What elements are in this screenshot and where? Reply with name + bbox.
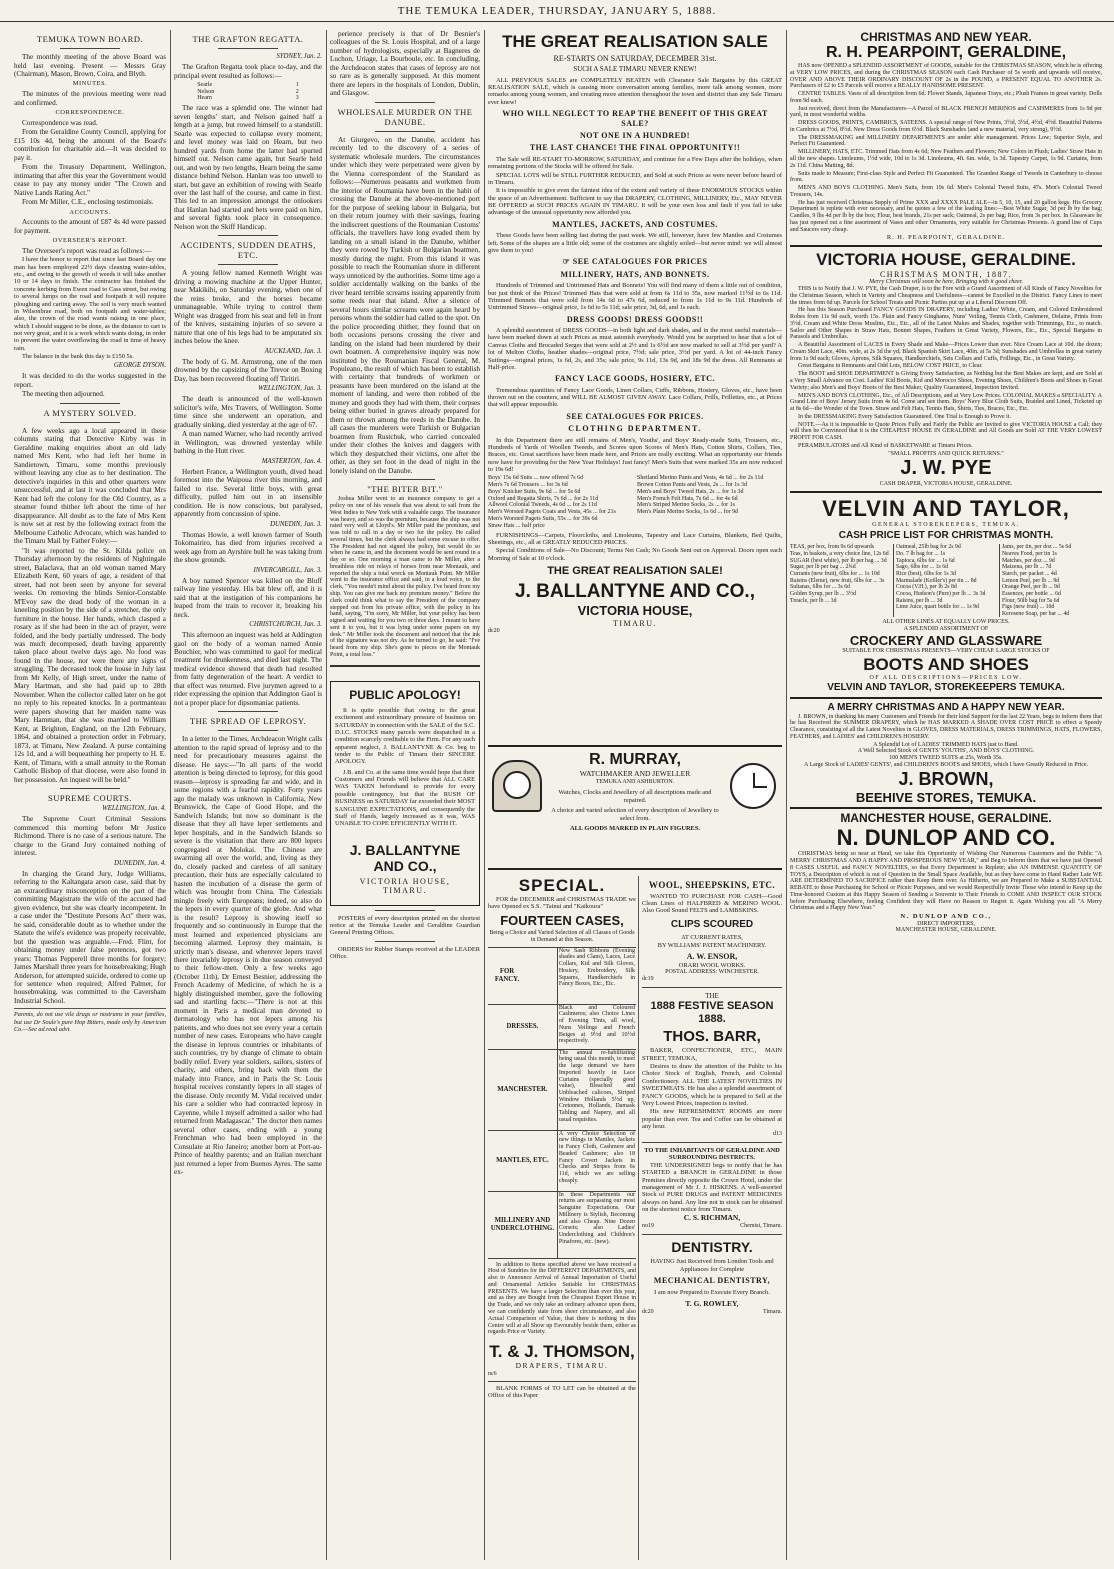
ad-text: J. BROWN, in thanking his many Customers and Friends for their kind Support for the last 22 Years, begs to inform them that he has Received the SUMMER DRAPERY, which he HAS MARKED A SHADE OVER COST PRICE to effect a Speedy Clearance, consisting of all the Latest Novelties in GLOVES, DRESS MATERIALS, DRESS TRIMMINGS, HATS, FLOWERS, FEATHERS, and LADIES' and CHILDREN'S HOSIERY. [790,713,1102,740]
dateline: DUNEDIN, Jan. 4. [114,859,166,867]
ad-text: Suits made to Measure; First-class Style and Perfect Fit Guaranteed. The Grandest Range of Tweeds in Canterbury to choose from. [790,170,1102,184]
ad-text: ALL PREVIOUS SALES are COMPLETELY BEATEN with Clearance Sale Bargains by this GREAT REALISATION SALE, which is causing more conversation among families, more talk among women, more remarks among young women, and creating more attention throughout the town and district than any Sale Timaru ever knew! [488,76,782,106]
biter-title: "THE BITER BIT." [367,484,443,495]
list-item: Raisins (Eleme), new fruit, 6lbs for ... 3s [790,577,885,584]
column-2 [174,30,322,1560]
ad-text: He has this Season Purchased FANCY GOODS IN DRAPERY, including Ladies' White, Cream, and Colored Embroidered Robes from 11s 9d each, worth 15s. Plain and Fancy Ginghams, Nuns' Veiling, Tennis Cloth, Cashmere, Delaine, Prints from 3½d. Cream and White Dress Muslins, Etc., Etc., all of the Latest Makes and Shades, together with Trimmings, Etc., to match. Sailor and Other Shapes in Straw Hats, Bonnet Shapes, Feathers in Great Variety, Flowers, Etc., Etc., Special Bargains in Parasols and Umbrellas. [790,307,1102,341]
pocket-watch-icon [724,763,782,809]
brown-name: J. BROWN, [898,768,994,789]
sale-subtitle: RE-STARTS ON SATURDAY, DECEMBER 31st. [553,54,717,64]
brown-title: A MERRY CHRISTMAS AND A HAPPY NEW YEAR. [827,701,1065,713]
pointing-hand-icon: ☞ [562,257,573,267]
pye-subtitle: CASH DRAPER, VICTORIA HOUSE, GERALDINE. [879,480,1013,487]
list-item: Starch, per packet ... 4d [1002,570,1057,577]
article-text: A man named Warner, who had recently arrived in Wellington, was drowned yesterday while bathing in the Hutt river. [174,430,322,456]
clothing-price-list [488,475,782,529]
ad-text: A Splendid Lot of LADIES' TRIMMED HATS just to Hand. [873,741,1019,748]
article-text: Herbert France, a Wellington youth, dived head foremost into the Waipoua river this morning, and failed to rise. Several little boys, with great difficulty, pulled him out in an insensible condition. He is now conscious, but paralysed, apparently from concussion of spine. [174,467,322,519]
sale-title: THE GREAT REALISATION SALE [502,32,768,51]
department-text: New Sash Ribbons (Evening shades and Clans), Laces, Lace Collars, Kid and Silk Gloves, Hosiery, Embroidery, Silk Squares, Handkerchiefs in Fancy Boxes, Etc., Etc. [557,947,636,1004]
list-item: Orange Peel, per lb ... 9d [1002,584,1060,591]
article-text: Accounts to the amount of £87 4s 4d were passed for payment. [14,218,166,235]
richman-title: TO THE INHABITANTS OF GERALDINE AND SURROUNDING DISTRICTS. [644,1147,780,1162]
ad-text: A SPLENDID ASSORTMENT OF [903,626,989,633]
sale-advert [488,30,782,740]
ad-text: NOTE.—As it is impossible to Quote Prices Fully and Fairly the Public are Invited to give VICTORIA HOUSE a Call; they will then be Convinced that it is the CHEAPEST HOUSE IN GERALDINE and All Goods are Sold AT THE VERY LOWEST PROFIT FOR CASH. [790,421,1102,442]
thomson-name: T. & J. THOMSON, [489,1342,635,1362]
list-item: Boys' Knicker Suits, 9s 6d ... for 5s 6d [488,488,581,495]
ad-text: ALL GOODS MARKED IN PLAIN FIGURES. [570,824,700,832]
barr-pre: THE [705,991,719,1000]
ad-text: Special Conditions of Sale—No Discount; Terms Net Cash; No Goods Sent out on Approval. Doors open each Morning of Sale at 10 o'clock. [488,547,782,562]
list-item: Currants (new fruit), 6lbs for ... 1s 10d [790,570,880,577]
ad-text: MILLINERY, HATS, ETC. Trimmed Hats from 4s 6d; New Feathers and Flowers; New Colors in Plush; Ladies' Straw Hats in all the new shapes. Linoleums, 1½d wide, 10d to 1s 3d. Linoleums, 4ft. 6in. wide, 1s 3d. Tapestry Carpet, 1s 9d. Curtains, from 2s 11d. China Matting, 8d. [790,149,1102,169]
richman-footer [642,1223,782,1230]
list-item: Boys' 15s 6d Suits ... now offered 7s 6d [488,475,584,482]
dateline: CHRISTCHURCH, Jan. 3. [249,621,322,628]
price-list-col [999,544,1102,617]
pye-name: J. W. PYE [900,457,992,480]
dateline: DUNEDIN, Jan. 3. [270,520,322,528]
list-item: Shetland Merino Pants and Vests, 4s 6d ... for 2s 11d [637,475,764,482]
dunlop-address: MANCHESTER HOUSE, GERALDINE. [895,927,997,934]
ad-text: Great Bargains in Remnants and Odd Lots, BELOW COST PRICE, to Clear. [798,363,983,370]
list-item: Essences, per bottle ... 6d [1002,590,1061,597]
ad-text: MEN'S AND BOYS CLOTHING, Etc., of All Descriptions, and at Very Low Prices. COLONIAL MAKES a SPECIALITY. A Grand Line of Boys' Jersey Suits from 4s 6d. Come and see them. Boys' Navy Blue Cloth Suits, Braided and Lined, Ticketed up at 8s 6d—the Wonder of the Town. Straw and Felt Hats, Tennis Hats, Shirts, Ties, Braces, Etc., Etc. [790,392,1102,413]
list-item: Men's Worsted Pagets Coats and Vests, 45s ... for 21s [488,509,616,516]
list-item: Rice (best), 6lbs for 1s 3d [896,570,956,577]
ad-text: SUITABLE FOR CHRISTMAS PRESENTS—VERY CHEAP. LARGE STOCKS OF [842,648,1050,655]
sale-subtitle-2: SUCH A SALE TIMARU NEVER KNEW! [573,65,697,74]
rower-place: 3 [295,95,299,102]
sale-firm: J. BALLANTYNE AND CO., [515,580,755,602]
rower-place: 1 [295,82,299,88]
board-title: TEMUKA TOWN BOARD. [36,34,144,44]
sale-house: VICTORIA HOUSE, [577,603,693,619]
list-item: TEAS, per box, from 9s 6d upwards [790,544,875,551]
ad-text: BY WILLIAMS' PATENT MACHINERY. [657,941,767,949]
dentist-town: Timaru. [763,1308,782,1315]
article-text: The monthly meeting of the above Board was held last evening. Present — Messrs Gray (Chairman), Mason, Brown, Coira, and Blyth. [14,53,166,78]
article-text: Correspondence was read. [22,118,98,127]
dateline: MASTERTON, Jan. 4. [261,457,322,465]
ad-text: BAKER, CONFECTIONER, ETC., MAIN STREET, TEMUKA, [642,1047,782,1062]
ad-text: DRESS GOODS, PRINTS, CAMBRICS, SATEENS. A special range of New Prints, 3½d, 3½d, 4½d, 4½d. Beautiful Patterns in Cambrics at 7½d, 8½d. New Dress Goods from 6½d. Black Sunshades (and a new material, very strong), 9½d. [790,120,1102,133]
list-item: Flour, 50lb bag for 5s 6d [1002,597,1060,604]
murray-advert [488,745,782,870]
victoria-rhyme: Merry Christmas will soon be here, Bringing with it good cheer. [869,279,1023,286]
footnote: Parents, do not use vile drugs or nostrums in your families, but use Dr Soule's pure Hop Bitters, made only by American Co.—See ad.read advt. [14,1008,166,1033]
ad-text: Being a Choice and Varied Selection of all Classes of Goods in Demand at this Season. [489,930,635,943]
ad-text: OF ALL DESCRIPTIONS—PRICES LOW. [869,675,1023,682]
table-row [196,82,300,89]
article-text: The body of G. M. Armstrong, one of the men drowned by the capsizing of the Trevor on Boxing Day, has been recovered floating off Tiritiri. [174,357,322,383]
price-list-right [637,475,782,529]
ad-code: dc20 [642,1308,654,1315]
dateline: WELLINGTON, Jan. 3. [258,385,322,393]
article-text: In charging the Grand Jury, Judge Williams, referring to the Kaltangata arson case, said that by an extraordinary misconception on the part of the committing Magistrate the wife of the accused had given evidence, but she was clearly incompetent. In a case under the "Destitute Persons Act" there was, he said, considerable doubt as to whether under the Statute the wife's evidence was properly receivable, but the question was arguable.—Fred. Flint, for obtaining money under false pretences, got two years; Thomas Pepperell three months for forgery; James Marshall three years for housebreaking; Hugh Anderson, for attempted suicide, ordered to come up for sentence when required; Alfred Palmer, for housebreaking, was committed to the Caversham Industrial School. [14,869,166,1005]
list-item: Do. 7 lb bag for ... 1s [896,550,946,557]
dentist-name: T. G. ROWLEY, [685,1299,739,1308]
ad-text: In this Department there are still remains of Men's, Youths', and Boys' Ready-made Suits, Trousers, etc., Hundreds of Yards of Woollen Tweeds, and Scores upon Scores of Men's Hats, Cotton Shirts, Collars, Ties, Braces, etc. Great sacrifices have been made here, and Prices are really exciting. What an opportunity our friends now have for providing for the New Year Holidays! Just fancy! Men's Suits that were marked 35s are now reduced to 19s 6d! [488,436,782,474]
ad-code: nc6 [488,1370,497,1377]
list-item: SUGAR (best white), per lb per bag ... 3d [790,557,887,564]
sale-closing: THE GREAT REALISATION SALE! [547,564,723,577]
list-item: Jams, per tin, per doz ... 5s 6d [1002,544,1072,551]
pearpoint-signature: R. H. PEARPOINT, GERALDINE. [886,234,1006,242]
article-text: The meeting then adjourned. [22,390,105,399]
section-heading: ACCOUNTS. [69,208,111,216]
ad-keyline-text: SEE CATALOGUES FOR PRICES [572,257,708,267]
sale-town: TIMARU. [612,618,658,628]
list-item: Men's 7s 6d Trousers ... for 3s 6d [488,482,568,489]
list-item: Neaves Food, per tin 1s [1002,550,1057,557]
list-item: Sugar, per lb per bag ... 2¾d [790,564,856,571]
ad-text: MEN'S AND BOYS CLOTHING. Men's Suits, from 19s 6d. Men's Colonial Tweed Suits, 47s. Men's Colonial Tweed Trousers, 14s. [790,185,1102,198]
article-text: A young fellow named Kenneth Wright was driving a mowing machine at the Upper Hunter, near Makikihi, on Saturday evening, when one of the reins broke, and the horses became unmanageable. While trying to control them Wright was dragged from his seat and fell in front of the knives, sustaining injuries of so severe a nature that one of his legs had to be amputated six inches below the knee. [174,269,322,346]
ad-text: In the DRESSMAKING Every Satisfaction Guaranteed. One Trial is Enough to Prove it. [798,413,1011,420]
manchester-house: MANCHESTER HOUSE, GERALDINE. [840,811,1052,826]
department-label: MANCHESTER. [497,1085,548,1093]
article-text: From Mr Miller, C.E., enclosing testimonials. [22,198,154,207]
wool-address: POSTAL ADDRESS: WINCHESTER. [665,969,759,975]
ad-text: Tremendous quantities of Fancy Lace Goods, Linen Collars, Cuffs, Ribbons, Hosiery, Gloves, etc., have been thrown out on the counters, and WILL BE ALMOST GIVEN AWAY. Lace Collars, Frills, Frillettes, etc., at Prices that will appear impossible. [488,386,782,409]
article-text: The race was a splendid one. The winner had seven lengths' start, and Nelson gained half a length at a jump, but rowed himself to a standstill. Searle was expected to collapse every moment, and level money was laid on Hearn, but two hundred yards from home the latter had spurted himself out. Nelson came again, but Searle held out, and won by two lengths, Hearn being the same distance behind Nelson. Hanlan was too unwell to start, but gave an exhibition of rowing with Searle over the last half of the course, and came in first. This led to an impression amongst the onlookers that Hanlan had started and bets were paid on him, and several fights took place in consequence. Nelson won the Skiff Handicap. [174,104,322,231]
thomson-place: DRAPERS, TIMARU. [515,1361,609,1371]
list-item: Raisins, per lb ... 3d [896,597,943,604]
list-item: Men's French Felt Hats, 7s 6d ... for 4s 6d [637,495,738,502]
posters-notice: POSTERS of every description printed on the shortest notice at the Temuka Leader and Geraldine Guardian General Printing Offices. [330,914,480,937]
ad-code: no19 [642,1223,654,1230]
table-row [196,89,300,96]
department-label: DRESSES. [506,1022,539,1030]
table-row [488,1130,636,1191]
ad-text: The Sale will RE-START TO-MORROW, SATURDAY, and continue for a Few Days after the holidays, when remaining portions of the Stocks will be offered for Sale. [488,155,782,171]
velvin-price-list [790,544,1102,617]
article-text: The Grafton Regatta took place to-day, and the principal event resulted as follows:— [174,63,322,80]
ad-text: WANTED TO PURCHASE FOR CASH—Good Clean Lines of HALFBRED & MERINO WOOL. Also Good Sound FELTS and LAMBSKINS. [642,892,782,915]
special-advert [488,876,636,1566]
table-row [488,1004,636,1049]
section-heading: CORRESPONDENCE. [55,109,125,117]
wool-title: WOOL, SHEEPSKINS, ETC. [648,880,776,890]
victoria-title: VICTORIA HOUSE, GERALDINE. [816,249,1076,269]
rower-name: Hearn [197,95,212,102]
column-1 [14,30,166,1560]
table-row [488,1049,636,1130]
velvin-signature: VELVIN AND TAYLOR, STOREKEEPERS TEMUKA. [827,681,1065,693]
list-item: Sultanas, 6lbs for ... 3s 6d [790,584,851,591]
dentistry-keyline: MECHANICAL DENTISTRY, [653,1276,771,1286]
ad-code: d13 [773,1131,782,1138]
rower-name: Searle [197,82,213,88]
ad-keyline: SEE CATALOGUES FOR PRICES. [566,411,704,421]
dateline: SYDNEY, Jan. 2. [276,53,322,61]
article-text: The death is announced of the well-known solicitor's wife, Mrs Travers, of Wellington. Some time since she underwent an operation, and gradually sinking, died yesterday at the age of 67. [174,395,322,429]
list-item: Sago, 6lbs for ... 1s 6d [896,564,949,571]
special-keyline: FOURTEEN CASES, [500,912,624,928]
wool-name: A. W. ENSOR, [686,952,738,962]
list-item: Men's and Boys' Tweed Hats, 2s ... for 1s 3d [637,488,744,495]
section-heading: MINUTES. [72,80,108,88]
ad-text: A Beautiful Assortment of LACES in Every Shade and Make—Prices Lower than ever. Nice Cream Lace at 10d. the dozen; Cream Skirt Lace, 40in. wide, at 2s 3d the yd; Black Spanish Skirt Lace, 40in. at 5s 3d; Sunshades and Umbrellas in great variety from 1s 9d each; Gloves, Aprons, Silk Squares, Handkerchiefs, Sets Collars and Cuffs, Frillings, Etc., in Great Variety. [790,342,1102,362]
ad-code: dc19 [642,975,654,982]
table-row [488,947,636,1004]
accidents-title: ACCIDENTS, SUDDEN DEATHS, ETC. [180,240,316,261]
ad-text: ALL OTHER LINES AT EQUALLY LOW PRICES. [882,619,1010,626]
masthead: THE TEMUKA LEADER, THURSDAY, JANUARY 5, 1888. [0,0,1114,22]
murray-name: R. MURRAY, [589,751,681,768]
richman-name: C. S. RICHMAN, [683,1213,741,1223]
article-text: In a letter to the Times, Archdeacon Wright calls attention to the rapid spread of leprosy and to the need for precautionary measures against the disease. He says:—"In all parts of the world attention is being directed to leprosy, for this good reason—leprosy is spreading far and wide, and in some regions with a fearful rapidity. Forty years ago the malady was unknown in California, New Brunswick, the Cape of Good Hope, and the Sandwich Islands; but now so dominant is the disease that they all have leper settlements and leper hospitals, and in the Sandwich Islands so severe is the visitation that there are 800 lepers congregated at Molokai. The Chinese are swarming all over the world, and, living as they do, closely packed and careless of all sanitary precaution, their huts are especially calculated to hasten the incubation of a disease the germ of which was brought from China. The Celestials mingle freely with Europeans; indeed, so also do the lepers in every quarter of the globe. And what is the result? Leprosy is showing itself so frequently and so continuously in Europe that the most learned and experienced physicians are becoming alarmed. Leprosy they maintain, is strictly man's disease, and wherever lepers travel there invariably leprosy is in due season conveyed to their fellow-men. Only a few weeks ago (October 11th), Dr Ernest Besnier, addressing the French Academy of Medicine, of which he is a highly distinguished member, gave the following sad and startling facts:—"There is not at this moment in Paris a medical man devoted to dermatology who has not lepers among his patients, and who does not see every year a certain number of new cases. Europeans who have caught the disease in leprous countries or inhabitants of such countries, try by change of climate to obtain bodily relief. Every year soldiers, sailors, sisters of charity, and others, bring back with them the malady into France, and in Paris the St. Louis hospital receives constantly lepers in all stages of the disease. Only recently M. Vidal received under his care a soldier who had contracted leprosy in Cayenne, while I myself admitted a sailor who had returned from Madagascar." The doctor then names several other cases, ending with a young Frenchman who had been employed in the Consulate at Rio Janeiro; another born at Port-au-Prince of healthy parents; and an Italian merchant just returned a leper from Buenos Ayres. The same ex- [174,735,322,1177]
table-row [488,1191,636,1258]
murray-place: TEMUKA AND ASHBURTON. [595,778,675,785]
article-text: This afternoon an inquest was held at Addington gaol on the body of a woman named Annie Bouchier, who was committed to gaol for medical treatment for drunkenness, and died last night. The medical evidence showed that death had resulted from fatty degeneration of the heart. A verdict to that effect was returned. Five jurymen agreed to a rider expressing the opinion that Addington Gaol is not a proper place for dipsomaniac patients. [174,631,322,707]
ad-text: A Large Stock of LADIES' GENTS', and CHILDREN'S BOOTS and SHOES, which I have Greatly Reduced in Price. [803,761,1089,768]
murder-title: WHOLESALE MURDER ON THE DANUBE. [337,106,473,127]
article-text: The Supreme Court Criminal Sessions commenced this morning before Mr Justice Richmond. There is no case of a serious nature. The charge to the Grand Jury contained nothing of interest. [14,815,166,858]
ad-text: It is impossible to give even the faintest idea of the extent and variety of these ENORMOUS STOCKS within the space of an Advertisement. Sufficient to say that DRAPERY, CLOTHING, MILLINERY, Etc., MAY NEVER BE OFFERED at SUCH PRICES AGAIN IN TIMARU. It will be your own loss and fault if you fail to take advantage of the unusual opportunity now afforded you. [488,187,782,217]
department-label: FOR FANCY. [494,968,520,983]
special-departments [488,947,636,1259]
list-item: Straw Hats ... half price [488,522,545,529]
mystery-title: A MYSTERY SOLVED. [43,407,137,418]
ad-text: CENTRE TABLES. Vases of all description from 6d. Flower Stands, Japanese Trays, etc.; Plush Frames in great variety. Dolls from 9d each. [790,91,1102,104]
ad-keyline [488,257,782,266]
victoria-subtitle: CHRISTMAS MONTH, 1887. [879,269,1013,279]
velvin-boots: BOOTS AND SHOES [863,655,1029,675]
ad-text: CHRISTMAS being so near at Hand, we take this Opportunity of Wishing Our Numerous Customers and the Public "A MERRY CHRISTMAS AND A HAPPY AND PROSPEROUS NEW YEAR," and Beg to Inform them that we have just Opened 8 CASES USEFUL and FANCY NOVELTIES, so that Every Department is Replete; also AN IMMENSE QUANTITY OF TOYS, a Description of which is out of Question in the Small Space Available, but as they have come to Hand Rather Late WE ARE DETERMINED TO SACRIFICE rather than Keep them over. As Hitherto, we are Prepared to Make a SUBSTANTIAL REBATE to those Purchasing for School or Picnic Purposes, and we would Respectfully Invite Those who intend to Keep up the Time-honored Custom at this Happy Season of Sending a Souvenir to Their Friends to COME AND INSPECT OUR STOCK before Purchasing Elsewhere, feeling Confident they will Have no Reason to Regret it. Again Wishing you all "A Merry Christmas and a Happy New Year." [790,851,1102,912]
price-list-col [790,544,890,617]
ad-text: The BOOT and SHOE DEPARTMENT is Giving Every Satisfaction, as Nothing but the Best Makes are kept, and are Sold at a Very Small Advance on Cost. Ladies' Kid Boots, Kid and Morocco Shoes, Evening Shoes, Children's Boots and Shoes in Great Variety; also Men's and Boys' Boots of the Best Maker, Quality Guaranteed, Inspection Invited. [790,371,1102,391]
list-item: Oxford and Regatta Shirts, 7s 6d ... for 2s 11d [488,495,599,502]
article-text: At Giurgevo, on the Danube, accident has recently led to the discovery of a series of systematic wholesale murders. The circumstances under which they were perpetrated were given by the Vienna correspondent of the Standard as follows:—Numerous peasants and workmen from the interior of Roumania have been in the habit of crossing the Danube at the above-mentioned port for the purpose of seeking labour in Bulgaria, but on their return journey with their savings, fearing the indiscreet questions of the Roumanian Customs' officials, the travellers have long evaded them by landing on a small island in the Danube, whither they were rowed by Turkish or Bulgarian boatmen, mostly during the night. From this island it was possible to reach the Roumanian shore in different ways unnoticed by the authorities. Some time ago a soldier accidentally walking on the banks of the river heard terrible screams issuing apparently from some reeds near that island. After a silence of several hours similar screams were again heard by persons whom the soldier had called to the spot. On the police proceeding thither, they found that on both occasions persons crossing the river and landing on the island had been murdered by their own boatmen. A comprehensive inquiry was now instituted by the Roumanian Fiscal General, M. Populeano, the result of which has been to establish with certainty that hundreds of workmen or peasants have been murdered on the island at the moment of landing, and were then robbed of the money and goods they had with them, their corpses being either buried in graves already prepared for them or thrown among the reeds in the Danube. In all cases the murderers were Turkish or Bulgarian boatmen from Rustchuk, who carried concealed under their clothes the knives and daggers with which they despatched their victims, one after the other, as they set foot in the dead of night in the lonely island on the Danube. [330,135,480,475]
ad-keyline: FANCY LACE GOODS, HOSIERY, ETC. [554,374,716,384]
apology-firm: J. BALLANTYNE AND CO., [349,841,461,874]
department-label: MILLINERY AND UNDERCLOTHING. [490,1217,555,1232]
orders-notice: ORDERS for Rubber Stamps received at the LEADER Office. [330,945,480,961]
velvin-name: VELVIN AND TAYLOR, [822,495,1070,521]
ad-text: A Well Selected Stock of GENTS' YOUTHS', AND BOYS' CLOTHING. [857,748,1035,755]
leprosy-title: THE SPREAD OF LEPROSY. [189,716,307,727]
department-text: Black and Coloured Cashmeres; also Choice Lines of Evening Tints, all wool, Nuns Veilings and French Beiges at 9½d and 10½d respectively. [557,1004,636,1049]
list-item: Teas, in baskets, a very choice line, 12s 6d [790,550,889,557]
table-row [196,95,300,102]
rower-name: Nelson [197,88,215,95]
rower-place: 2 [295,88,299,95]
department-text: A very Choice Selection of new things in Mantles, Jackets in Fancy Cloth, Cashmere and Beaded Cashmere; also 18 Fancy Covert Jackets in Checks and Stripes from 6s 11d, which we are selling cheaply. [557,1130,636,1191]
list-item: Maizena, per lb ... 7d [1002,564,1052,571]
dentist-footer [642,1309,782,1316]
apology-title: PUBLIC APOLOGY! [349,687,461,702]
article-text: The Overseer's report was read as follows:— [22,246,152,255]
list-item: Oatmeal, 25lb bag for 2s 9d [896,544,961,551]
article-text: It was decided to do the works suggested in the report. [14,372,166,389]
ad-text: HAS now OPENED a SPLENDID ASSORTMENT of GOODS, suitable for the CHRISTMAS SEASON, which he is offering at VERY LOW PRICES, and during the CHRISTMAS SEASON each Cash Purchaser of 5s worth and upwards will receive, OVER AND ABOVE THEIR ORDINARY DISCOUNT OF 2s in the POUND, a PRESENT EQUAL TO ANOTHER 2s. Purchasers of £2 to £5 Parcels will receive a REALLY HANDSOME PRESENT. [790,63,1102,90]
department-text: The annual re-habilitating being usual this month, to meet the large demand we have Imported heavily in Lace Curtains (specially good value), Bleached and Unbleached calicoes, Striped Window Hollands 5½d up, Cretonnes, Hollands, Damask Tabling and Napery, and all usual requisites. [557,1049,636,1130]
velvin-subtitle: GENERAL STOREKEEPERS, TEMUKA. [872,521,1020,528]
column-6 [790,30,1102,1560]
ad-text: FURNISHINGS—Carpets, Floorcloths, and Linoleums, Tapestry and Lace Curtains, Blankets, Bed Quilts, Sheetings, etc., all at GREATLY REDUCED PRICES. [488,531,782,546]
article-text: A boy named Spencer was killed on the Bluff railway line yesterday. His bat blew off, and it is said that at the instigation of his companions he leaped from the train to recover it, breaking his neck. [174,576,322,619]
dunlop-signature: N. DUNLOP AND CO., [900,913,992,921]
ad-text: In addition to Items specified above we have received a Host of Sundries for the DIFFERENT DEPARTMENTS, and also to Announce Arrival of Annual Importation of Useful and Ornamental Articles Suitable for CHRISTMAS PRESENTS. We have a larger Selection than ever this year, and as they are Bought from the Cheapest Export House in the Trade, and we only take an ordinary advance upon them, we can confidently state from sheer circumstance, and also Actual Comparison of Value, that there is nothing in this Centre will at all Show up Favourably beside them, either as regards Price or Variety. [488,1261,636,1336]
column-5 [642,876,782,1566]
ad-keyline: MANTLES, JACKETS, AND COSTUMES. [552,219,718,229]
ad-text: Hundreds of Trimmed and Untrimmed Hats and Bonnets! You will find many of them a little out of condition, but just think of the Prices! Trimmed Hats that were sold at from 6s 11d to 35s, now marked 11½d to 6s 11d. Trimmed Bonnets that were sold from 14s 6d to 47s 6d, reduced to from 1s 11d to 9s 11d. Hundreds of Untrimmed Straws—original price, 1s 6d to 5s 11d; sale price, 3d, 6d, and 1s each. [488,282,782,312]
dunlop-subtitle: DIRECT IMPORTERS, [917,920,975,927]
list-item: Allwool Colonial Tweeds, 4s 6d ... for 2s 11d [488,502,597,509]
article-text: Joshua Miller went to an insurance company to get a policy on one of his vessels that was about to sail from the West Indies to New York with a valuable cargo. The insurance was heavy, and so was the premium, because the ship was not rated very well at Lloyd's. Mr Miller paid the premium, and was told to call in a day or two for the policy. He called several times, but the clerk always had some excuse to offer. The President had not signed the policy, but would do so when he came in, and the document would be sent round in a day or so. One morning a man came to Mr Miller, after a breathless ride on relays of horses from near Montauk, and reported the ship a total wreck on Montauk Point. Mr Miller went to the insurance office and said, in a loud voice, to the clerk, "You needn't mind about the policy. I've heard from my ship. You can give me back my premium money." Before the clerk could think what to say the President of the company stepped out from his private office, with the policy in his hand, saying, "I'm sorry, Mr Miller, but your policy has been signed and waiting for you two or three days. I meant to have sent it to you, but it was lying under some papers on my desk." Mr Miller took the document and noticed that the ink of the signature was not dry. As he turned to go, he said: "I've heard from my ship. She's gone to pieces on the Montauk Point, a total loss." [330,496,480,658]
special-title: SPECIAL. [518,876,606,895]
ad-keyline: CLOTHING DEPARTMENT. [568,424,702,434]
barr-keyline: 1888 FESTIVE SEASON 1888. [650,999,774,1025]
article-text: From the Geraldine County Council, applying for £15 10s 4d, being the amount of the Board's contribution for charitable aid.—It was decided to pay it. [14,128,166,162]
list-item: Brown Cotton Pants and Vests, 2s ... for 1s 3d [637,482,748,489]
list-item: Figs (new fruit) ... 10d [1002,604,1055,611]
list-item: Matches, per doz ... 9d [1002,557,1055,564]
ad-text: SPECIAL LOTS will be STILL FURTHER REDUCED, and Sold at such Prices as were never before heard of in Timaru. [488,171,782,186]
ad-keyline: THE LAST CHANCE! THE FINAL OPPORTUNITY!! [529,143,741,153]
column-3 [330,30,480,1560]
dateline: INVERCARGILL, Jan. 3. [253,566,322,574]
signature: GEORGE DYSON. [113,362,166,370]
ad-text: He has just received Christmas Supply of Prime XXX and XXXX PALE ALE—in 5, 10, 15, and 20 gallon kegs. His Grocery Department is replete with ever necessary, and he quotes a few of the leading lines:—Best White Sugar, 3d per lb by the bag; Candles, 9 lbs 4d per lb by the box; Flour, best brands, 21s per sack; Oatmeal, 2s per bag; Rice, from 3s per box. In Glassware he has just opened out a fine assortment of Vases and other Ornaments, very suitable for Christmas Presents. A grand line of Cups and Saucers very cheap. [790,199,1102,233]
ad-text: It is quite possible that owing to the great excitement and extraordinary pressure of business on SATURDAY in connection with the SALE of the S.C. D.I.C. STOCKS many parcels were despatched in a condition scarcely creditable to the Firm. For any such apparent neglect, J. BALLANTYNE & Co. beg to tender to the Public of Timaru their SINCERE APOLOGY. [335,706,475,766]
ad-text: I am now Prepared to Execute Every Branch. [654,1288,770,1296]
xmas-title: CHRISTMAS AND NEW YEAR. [860,30,1032,44]
article-text: I have the honor to report that since last Board day one man has been employed 22½ days cleaning water-tables, etc., and owing to the growth of weeds it will take another 10 or 14 days to finish. The contractor has finished the concrete kerbing from Ewen road to Cass street, but owing to several lumps on the road and footpath it will require ploughing and carting away. The soil is very much wanted in Wilsonbrae road, both on footpath and water-tables; also, the crown of the road wants raising in one place, which I should suggest to be done, as the distance to cart is not very great, and it is a work which wants doing, in order to prevent the water overflowing the road in time of heavy rain. [14,256,166,352]
ad-keyline: WHO WILL NEGLECT TO REAP THE BENEFIT OF THIS GREAT SALE? [502,109,768,128]
list-item: Tapioca, 6lbs for ... 1s 6d [896,557,955,564]
ad-text: 100 MEN'S TWEED SUITS at 25s, Worth 35s. [889,755,1003,762]
dateline: WELLINGTON, Jan. 4. [102,805,166,813]
pearpoint-name: R. H. PEARPOINT, GERALDINE, [825,44,1067,62]
department-text: In these Departments our returns are surpassing our most Sanguine Expectations. Our Millinery is Stylish, Becoming and also Cheap. Nine Dozen Corsets; also Ladies' Underclothing and Children's Pinafores, etc. (new). [557,1191,636,1258]
list-item: Kerosene Soap, per bar ... 4d [1002,610,1070,617]
wool-works: ORARI WOOL WORKS. [678,961,746,969]
list-item: Men's Worsted Pagets Suits, 55s ... for 39s 6d [488,516,598,522]
article-text: "It was reported to the St. Kilda police on Thursday afternoon by the residents of Nightingale street, Balaclava, that an old woman named Mary Elizabeth Kent, 60 years of age, a resident of that street, had not been seen by anyone for several weeks. On removing the blinds Senior-Constable M'Evoy saw the dead body of the woman in a kneeling position by the side of a stretcher, the only furniture in the house. Her hands, which clasped a rosary as if she had been in the act of prayer, were folded, and the body partially undressed. The body was much decomposed, death having apparently taken place about twelve days ago. No food was found in the house, nor were there any signs of struggling. The deceased took the house in July last from Mr Kelly, of High street, under the name of Mary Hartman, and she had paid up to 28th November. When the collector called later on he got no reply to his repeated knocks. In a portmanteau were papers showing that her maiden name was Mary Hamman, that she was married to William Kent, at Brighton, England, on the 12th February, 1864, and obtained a protection order in February, 1873, at Timaru, New Zealand. A purse containing 12s 1d, and a will bequeathing her property to H. E. Kent, of Timaru, with a small annuity to the Roman Catholic Bishop of that diocese, were also found in her possession. An inquest will be held." [14,546,166,784]
list-item: Marmalade (Keiller's) per tin ... 8d [896,577,977,584]
ad-text: HAVING Just Received from London Tools and Appliances for Complete [650,1258,774,1273]
list-item: Cocoa, Hudson's (Pure) per lb ... 3s 3d [896,590,986,597]
velvin-keyline: CASH PRICE LIST FOR CHRISTMAS MONTH. [838,530,1054,542]
ad-text: THE UNDERSIGNED begs to notify that he has STARTED a BRANCH in GERALDINE in those Premises directly opposite the Crown Hotel, under the management of Mr J. J. HISKENS. A well-assorted Stock of PURE DRUGS and PATENT MEDICINES always on hand. Any line not in stock can be obtained on the shortest notice from Timaru. [642,1161,782,1213]
blank-forms-notice: BLANK FORMS of TO LET can be obtained at the Office of this Paper [488,1384,636,1400]
dateline: AUCKLAND, Jan. 3. [264,347,322,355]
article-text: From the Treasury Department, Wellington, intimating that after this year the Government would cease to pay any money under "The Crown and Native Lands Rating Act." [14,163,166,197]
article-text: perience precisely is that of Dr Besnier's colleagues of the St. Louis Hospital, and of a large number of hydrologists, especially at Bagneres de Luchon, Uriage, La Bourboule, etc. In concluding, the Archdeacon states that cases of leprosy are not so rare as is generally supposed. At this moment there are lepers in the hospitals of London, Dublin, and Glasgow. [330,30,480,98]
ad-text: FOR the DECEMBER and CHRISTMAS TRADE we have Opened ex S.S. "Tainui and "Kaikoura" [488,896,636,911]
list-item: Cocoa (V.H.), per lb 2s 8d [896,584,957,591]
regatta-title: THE GRAFTON REGATTA. [192,34,304,44]
list-item: Treacle, per lb ... 3d [790,597,837,604]
ad-text: A splendid assortment of DRESS GOODS—in both light and dark shades, and in the most useful materials—have been marked down at such Prices as must astonish everybody. Would you be surprised to hear that a lot of Canvas Cloths and Brocaded Serges that were sold at 2½ and 1s 6½d are now marked to sell at 3½d per yard? A lot of Melton Cloths, heather shades—original price, 7½d; sale price, 3½d per yard. A lot of 44-inch Fancy Suitings—original prices, 1s 6d, 2s, and 35s; sale price, 9s 11d, 13s 9d, and 18s 9d the dress. All Remnants at Half-price. [488,327,782,371]
mantel-clock-icon [488,760,546,812]
ad-code: dc20 [488,628,500,635]
apology-house: VICTORIA HOUSE, [359,876,451,886]
ad-text: THIS is to Notify that J. W. PYE, the Cash Draper, is to the Fore with a Grand Assortment of All Kinds of Fancy Novelties for the Christmas Season, which in Variety and Cheapness and Usefulness—cannot be Excelled in the District. Fancy Lines to meet the times from 6d up. Parcels for School Treats and Picnic Parties put up at a Liberal Discount Off. [790,286,1102,306]
ad-text: A choice and varied selection of every description of Jewellery to select from. [551,807,719,822]
ad-keyline: MILLINERY, HATS, AND BONNETS. [560,269,710,279]
murray-trade: WATCHMAKER AND JEWELLER [579,768,691,778]
article-text: A few weeks ago a local appeared in these columns stating that Detective Kirby was in Geraldine making enquiries about an old lady named Mrs Kent, who had left her home in Sandietown, Timaru, some months previously without leaving any clue as to her destination. The detective's inquiries in this and other quarters were unsuccessful, and at last it was concluded that Mrs Kent had left the colony for the Old Country, as a steamer found thither left about the time of her disappearance. All doubt as to the fate of Mrs Kent is now set at rest by the following extract from the Melbourne Catholic Advocate, which was handed to the Timaru Mail by Father Foley:— [14,426,166,546]
department-label: MANTLES, ETC. [496,1156,549,1164]
velvin-crockery: CROCKERY AND GLASSWARE [849,633,1043,649]
price-list-col [893,544,996,617]
section-heading: OVERSEER'S REPORT. [52,237,128,245]
ad-text: AT CURRENT RATES, [681,934,743,942]
ad-text: Just received, direct from the Manufacturers—A Parcel of BLACK FRENCH MERINOS and CASHMERES from 1s 9d per yard, in most wonderful widths. [790,105,1102,119]
ad-keyline: DRESS GOODS! DRESS GOODS!! [566,314,704,324]
dentistry-title: DENTISTRY. [671,1238,753,1255]
barr-name: THOS. BARR, [663,1027,761,1045]
ad-text: The DRESSMAKING and MILLINERY DEPARTMENTS are under able management. Prices Low; Superior Style, and Perfect Fit Guaranteed. [790,134,1102,148]
court-title: SUPREME COURTS. [48,793,132,804]
brown-keyline: BEEHIVE STORES, TEMUKA. [855,789,1037,805]
ad-text: Watches, Clocks and Jewellery of all descriptions made and repaired. [558,789,712,804]
list-item: Men's Plain Merino Socks, 1s 6d ... for 9d [637,509,739,516]
price-list-left [488,475,633,529]
ad-text: His new REFRESHMENT ROOMS are more popular than ever. Tea and Coffee can be obtained at any hour. [642,1108,782,1130]
list-item: Lime Juice, quart bottle for ... 1s 9d [896,604,979,611]
wool-keyline: CLIPS SCOURED [670,918,754,930]
article-text: Thomas Howie, a well known farmer of South Tokomairiro, has died from injuries received a week ago from an Ayrshire bull he was taking from the show grounds. [174,530,322,565]
regatta-results [196,82,300,102]
article-text: The balance in the bank this day is £150 5s. [22,353,134,361]
dunlop-name: N. DUNLOP AND CO. [836,825,1056,851]
ad-text: Desires to draw the attention of the Public to his Choice Stock of English, French, and Colonial Confectionery. ALL THE LATEST NOVELTIES IN SWEETMEATS. He has also a splendid assortment of FANCY GOODS, which he is prepared to Sell at the Very Lowest Prices, inspection is invited. [642,1063,782,1107]
ad-keyline: NOT ONE IN A HUNDRED! [580,131,690,141]
list-item: Lemon Peel, per lb ... 9d [1002,577,1060,584]
apology-town: TIMARU. [382,886,428,896]
ad-text: J.B. and Co. at the same time would hope that their Customers and Friends will believe that ALL CARE WAS TAKEN beforehand to provide for every possible contingency, but that the RUSH OF BUSINESS on SATURDAY far exceeded their MOST SANGUINE EXPECTATIONS, and consequently the Staff of Hands, largely increased as it was, WAS UNABLE TO COPE EFFICIENTLY WITH IT. [335,768,475,828]
richman-role: Chemist, Timaru. [740,1223,782,1230]
list-item: Men's Striped Merino Socks, 2s ... for 1s [637,502,735,509]
article-text: The minutes of the previous meeting were read and confirmed. [14,90,166,107]
victoria-motto: "SMALL PROFITS AND QUICK RETURNS." [888,450,1004,457]
ad-text: These Goods have been selling fast during the past week. We still, however, have few Mantles and Costumes left. Some of the shapes are a little old; some of the costumes are slightly soiled—but never mind: we will almost give them to you! [488,232,782,254]
list-item: Golden Syrup, per lb ... 3½d [790,590,857,597]
ad-text: PERAMBULATORS and All Kind of BASKETWARE at Timaru Prices. [798,442,973,449]
apology-ad [330,681,480,906]
